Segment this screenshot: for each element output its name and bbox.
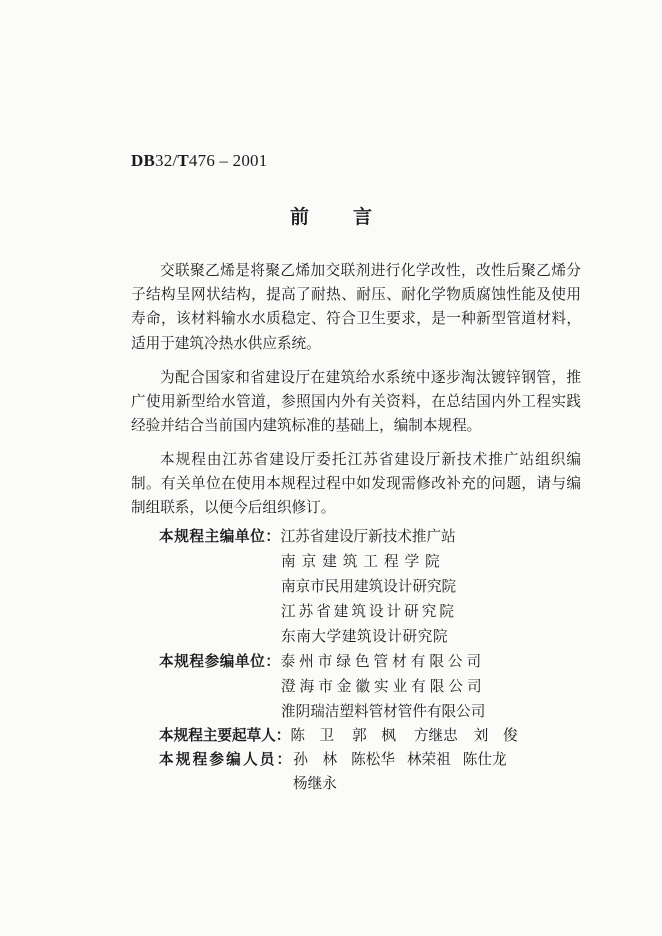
participating-unit-item: 泰州市绿色管材有限公司 bbox=[280, 653, 486, 670]
chief-unit-item: 东南大学建筑设计研究院 bbox=[281, 628, 449, 645]
participating-unit-item: 澄海市金徽实业有限公司 bbox=[281, 678, 486, 695]
paragraph-1: 交联聚乙烯是将聚乙烯加交联剂进行化学改性，改性后聚乙烯分子结构呈网状结构，提高了耐热、耐压、耐化学物质腐蚀性能及使用寿命，该材料输水水质稳定、符合卫生要求，是一种新型管道材料，适用于建筑冷热水供应系统。 bbox=[131, 262, 581, 352]
page-title bbox=[0, 202, 662, 229]
code-separator: – bbox=[215, 151, 233, 170]
participating-units-row bbox=[159, 650, 485, 671]
participating-unit-item: 淮阴瑞洁塑料管材管件有限公司 bbox=[281, 703, 486, 720]
title-char-1: 前 bbox=[289, 206, 309, 228]
participant-name: 孙 林 bbox=[293, 751, 338, 768]
drafter-name: 方继忠 bbox=[413, 727, 458, 744]
code-id: 476 bbox=[188, 151, 216, 170]
participant-name: 林荣祖 bbox=[406, 751, 451, 768]
participants-row bbox=[159, 748, 507, 769]
paragraph-2: 为配合国家和省建设厅在建筑给水系统中逐步淘汰镀锌钢管，推广使用新型给水管道，参照国内外有关资料，在总结国内外工程实践经验并结合当前国内建筑标准的基础上，编制本规程。 bbox=[131, 369, 581, 435]
chief-unit-item: 南京建筑工程学院 bbox=[281, 553, 446, 570]
participant-name: 陈仕龙 bbox=[462, 751, 507, 768]
code-series: T bbox=[177, 151, 189, 170]
drafter-name: 刘 俊 bbox=[473, 727, 518, 744]
drafter-name: 郭 枫 bbox=[352, 727, 396, 744]
code-year: 2001 bbox=[232, 151, 268, 170]
main-drafters-label: 本规程主要起草人： bbox=[159, 727, 291, 744]
drafter-name: 陈 卫 bbox=[290, 727, 335, 744]
chief-units-label: 本规程主编单位： bbox=[159, 528, 281, 545]
document-code: DB32/T476 – 2001 bbox=[131, 151, 268, 170]
code-number: 32 bbox=[155, 151, 173, 170]
chief-units-row bbox=[159, 525, 456, 546]
chief-unit-item: 南京市民用建筑设计研究院 bbox=[281, 578, 457, 595]
participating-units-label: 本规程参编单位： bbox=[159, 653, 281, 670]
participants-label: 本规程参编人员： bbox=[159, 751, 294, 768]
chief-unit-item: 江苏省建筑设计研究院 bbox=[281, 603, 457, 620]
title-char-2: 言 bbox=[353, 206, 373, 228]
participant-name: 杨继永 bbox=[293, 775, 337, 792]
paragraph-3: 本规程由江苏省建设厅委托江苏省建设厅新技术推广站组织编制。有关单位在使用本规程过程中如发现需修改补充的问题，请与编制组联系，以便今后组织修订。 bbox=[131, 451, 581, 517]
chief-unit-item: 江苏省建设厅新技术推广站 bbox=[280, 528, 456, 545]
main-drafters-row bbox=[159, 724, 518, 745]
code-prefix: DB bbox=[131, 151, 156, 170]
participant-name: 陈松华 bbox=[351, 751, 395, 768]
